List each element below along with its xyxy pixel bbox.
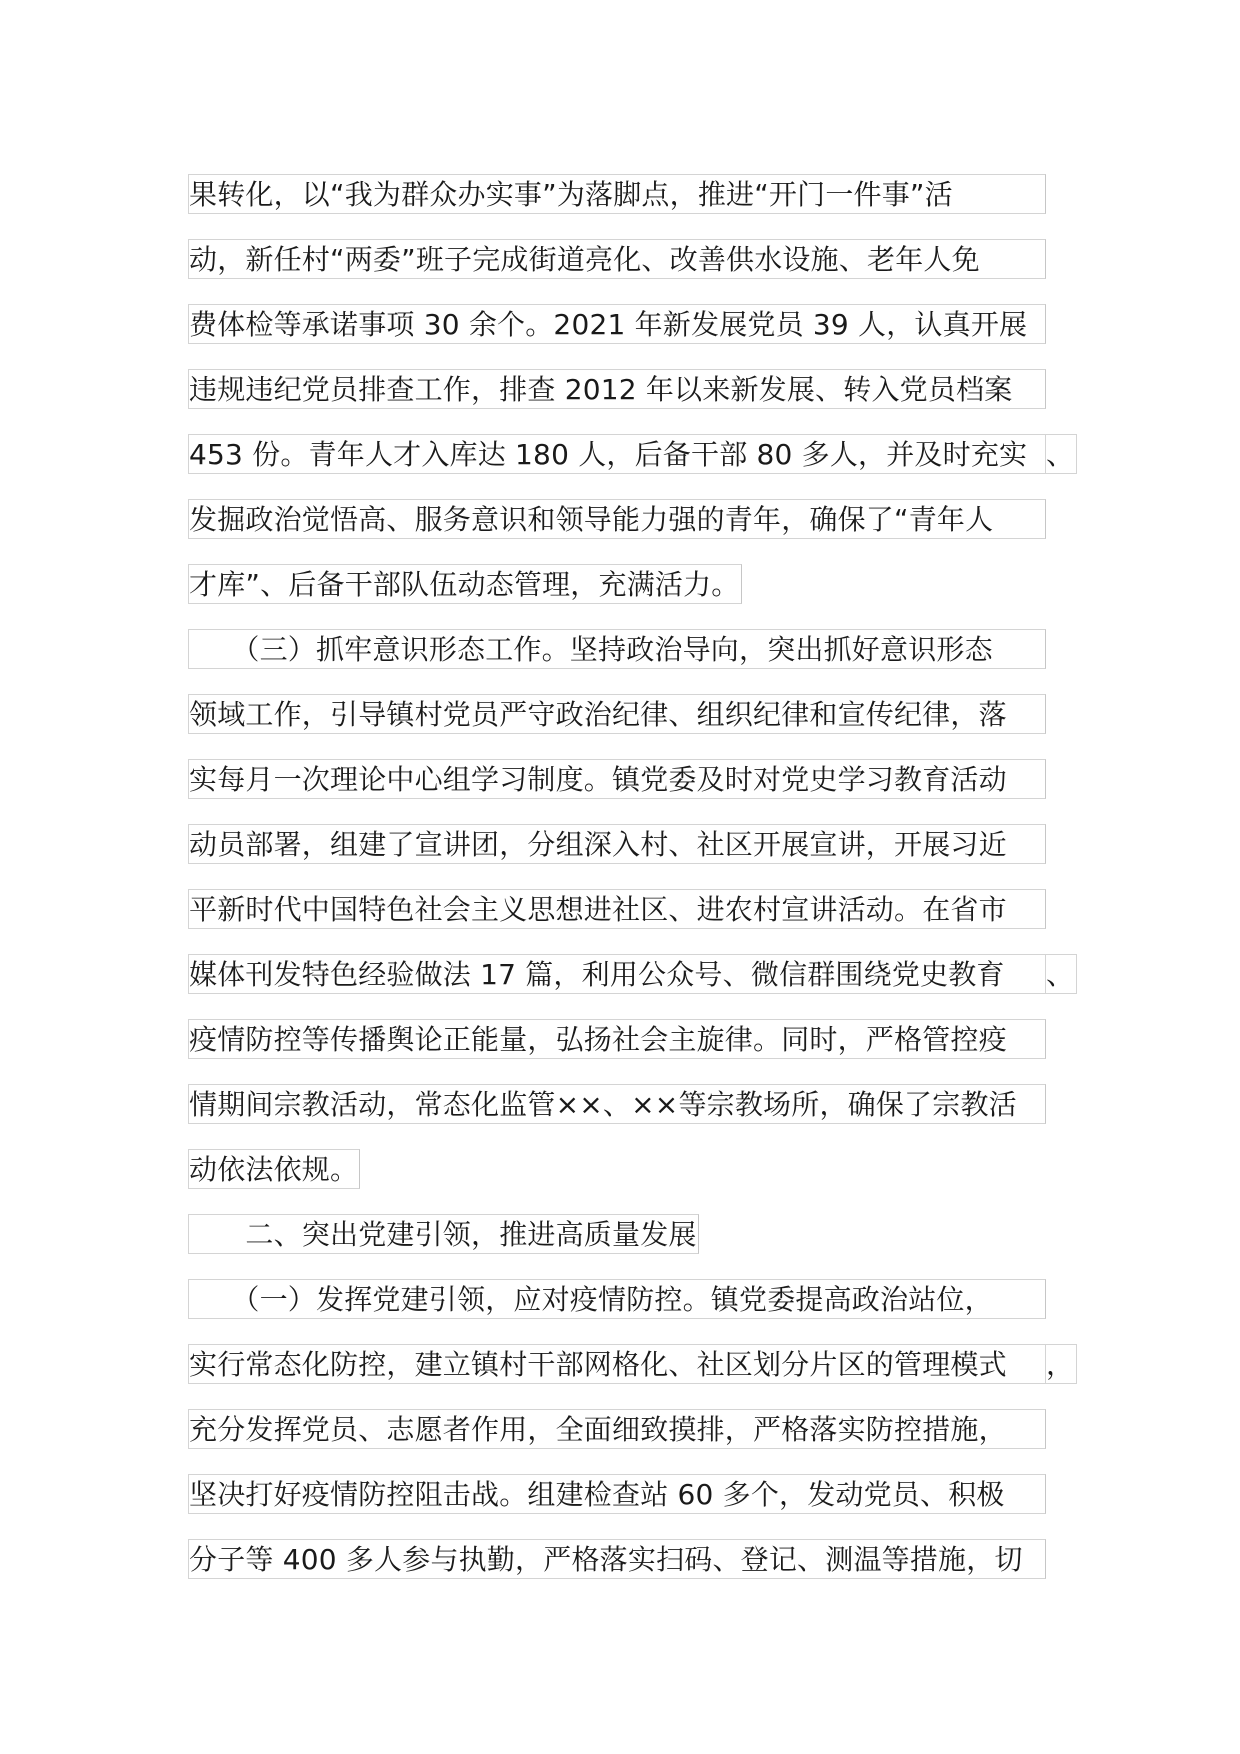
text-line-content: 453 份。青年人才入库达 180 人，后备干部 80 多人，并及时充实 [188,434,1046,474]
text-line-content: 媒体刊发特色经验做法 17 篇，利用公众号、微信群围绕党史教育 [188,954,1046,994]
text-line-content: 发掘政治觉悟高、服务意识和领导能力强的青年，确保了“青年人 [188,499,1046,539]
text-line-content: 果转化，以“我为群众办实事”为落脚点，推进“开门一件事”活 [188,174,1046,214]
text-line [188,1019,1088,1084]
text-line [188,434,1088,499]
text-line [188,1149,1088,1214]
text-line [188,564,1088,629]
text-line [188,759,1088,824]
text-line [188,1474,1088,1539]
text-line-content: 费体检等承诺事项 30 余个。2021 年新发展党员 39 人，认真开展 [188,304,1046,344]
text-line [188,174,1088,239]
text-line-content: 平新时代中国特色社会主义思想进社区、进农村宣讲活动。在省市 [188,889,1046,929]
text-line [188,1344,1088,1409]
body-text [188,174,1088,1604]
paragraph-start-line [188,629,1088,694]
text-line [188,694,1088,759]
text-line [188,304,1088,369]
text-line [188,499,1088,564]
text-line-content: （一）发挥党建引领，应对疫情防控。镇党委提高政治站位， [188,1279,1046,1319]
text-line-content: 分子等 400 多人参与执勤，严格落实扫码、登记、测温等措施，切 [188,1539,1046,1579]
overhang-punctuation: ， [1045,1344,1077,1384]
section-heading-text: 二、突出党建引领，推进高质量发展 [188,1214,699,1254]
overhang-punctuation: 、 [1045,954,1077,994]
text-line-content: 坚决打好疫情防控阻击战。组建检查站 60 多个，发动党员、积极 [188,1474,1046,1514]
text-line [188,1084,1088,1149]
text-line-content: 疫情防控等传播舆论正能量，弘扬社会主旋律。同时，严格管控疫 [188,1019,1046,1059]
text-line-content: 才库”、后备干部队伍动态管理，充满活力。 [188,564,742,604]
text-line-content: 动员部署，组建了宣讲团，分组深入村、社区开展宣讲，开展习近 [188,824,1046,864]
text-line [188,1539,1088,1604]
text-line [188,369,1088,434]
text-line-content: 实每月一次理论中心组学习制度。镇党委及时对党史学习教育活动 [188,759,1046,799]
text-line-content: 领域工作，引导镇村党员严守政治纪律、组织纪律和宣传纪律，落 [188,694,1046,734]
section-heading [188,1214,1088,1279]
text-line [188,1409,1088,1474]
text-line-content: 情期间宗教活动，常态化监管××、××等宗教场所，确保了宗教活 [188,1084,1046,1124]
text-line-content: 违规违纪党员排查工作，排查 2012 年以来新发展、转入党员档案 [188,369,1046,409]
text-line-content: 充分发挥党员、志愿者作用，全面细致摸排，严格落实防控措施， [188,1409,1046,1449]
text-line [188,954,1088,1019]
text-line [188,824,1088,889]
paragraph-start-line [188,1279,1088,1344]
text-line-content: 动依法依规。 [188,1149,360,1189]
text-line-content: （三）抓牢意识形态工作。坚持政治导向，突出抓好意识形态 [188,629,1046,669]
text-line-content: 实行常态化防控，建立镇村干部网格化、社区划分片区的管理模式 [188,1344,1046,1384]
text-line [188,239,1088,304]
text-line [188,889,1088,954]
overhang-punctuation: 、 [1045,434,1077,474]
text-line-content: 动，新任村“两委”班子完成街道亮化、改善供水设施、老年人免 [188,239,1046,279]
